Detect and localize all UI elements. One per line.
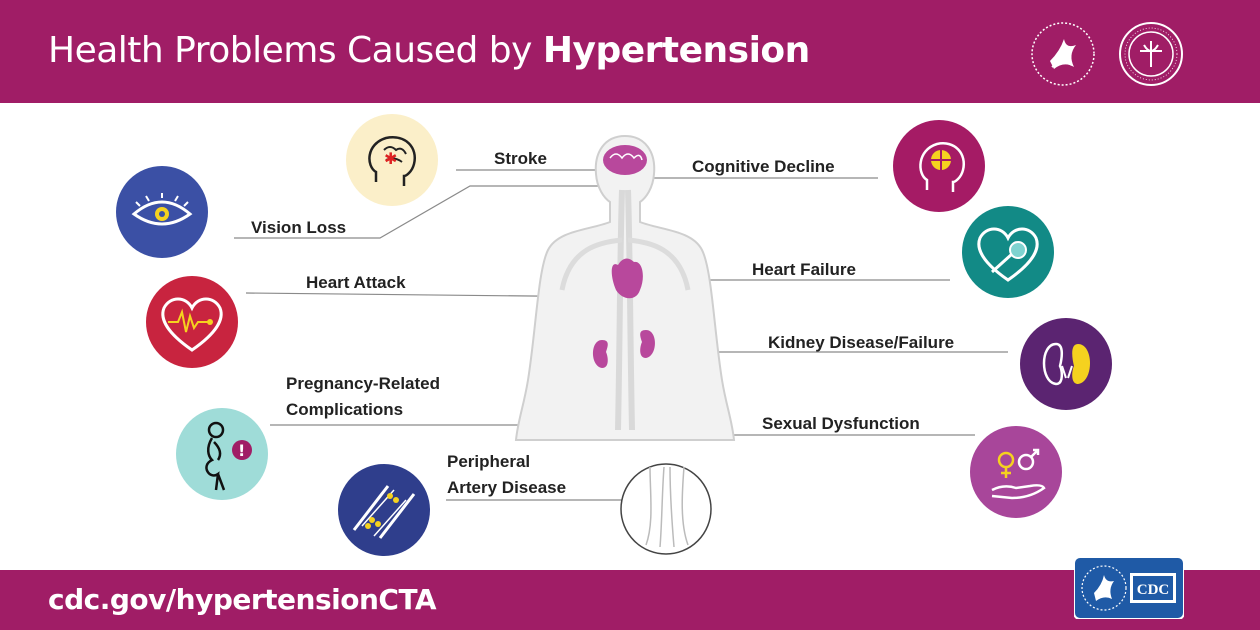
label-pad-line1: Peripheral (447, 452, 531, 471)
eye-icon (116, 166, 208, 258)
svg-text:!: ! (238, 441, 246, 460)
kidney-icon (1020, 318, 1112, 410)
label-heart-attack: Heart Attack (306, 273, 406, 292)
label-kidney: Kidney Disease/Failure (768, 333, 955, 352)
stroke-icon (346, 114, 438, 206)
label-vision-loss: Vision Loss (251, 218, 347, 237)
label-pregnancy-line1: Pregnancy-Related (286, 374, 440, 393)
footer-url[interactable]: cdc.gov/hypertensionCTA (48, 583, 437, 616)
legs-inset-icon (620, 463, 712, 555)
brain-icon (603, 145, 647, 175)
label-cognitive-decline: Cognitive Decline (692, 157, 835, 176)
title-regular: Health Problems Caused by (48, 30, 543, 71)
sexual-dysfunction-icon (970, 426, 1062, 518)
cdc-logo-icon (1074, 557, 1184, 619)
label-stroke: Stroke (494, 149, 547, 168)
label-heart-failure: Heart Failure (752, 260, 856, 279)
cdc-logo-text: CDC (1136, 582, 1170, 598)
label-sexual-dysfunction: Sexual Dysfunction (762, 414, 920, 433)
heart-attack-icon (146, 276, 238, 368)
cognitive-decline-icon (893, 120, 985, 212)
svg-text:✱: ✱ (384, 149, 398, 168)
heart-failure-icon (962, 206, 1054, 298)
label-pregnancy-line2: Complications (286, 400, 404, 419)
artery-icon (338, 464, 430, 556)
label-pad-line2: Artery Disease (447, 478, 567, 497)
pregnancy-icon (176, 408, 268, 500)
title-bold: Hypertension (542, 30, 810, 71)
